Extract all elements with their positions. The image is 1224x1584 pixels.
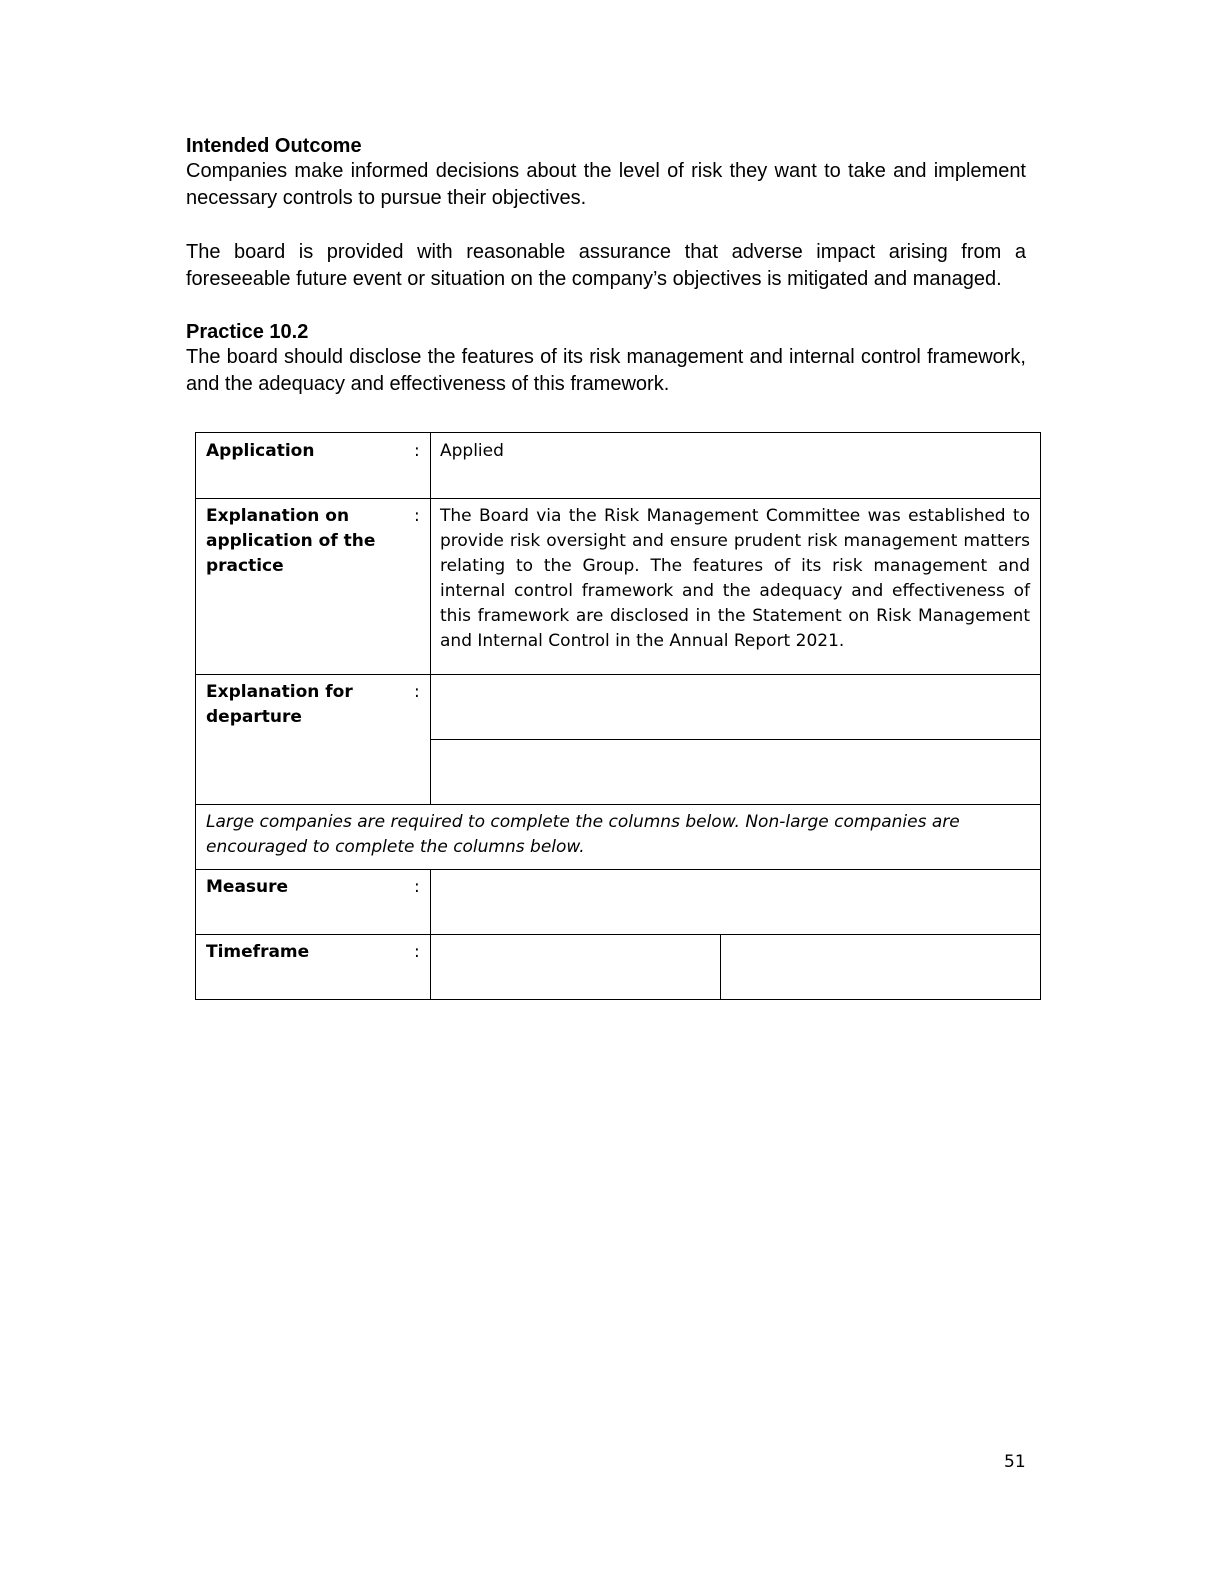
page-number: 51	[1004, 1452, 1026, 1472]
timeframe-row	[196, 934, 1040, 999]
note-row	[196, 804, 1040, 869]
intended-outcome-paragraph-2: The board is provided with reasonable assurance that adverse impact arising from a foreseeable future event or situation on the company’s objectives is mitigated and managed.	[186, 241, 1026, 290]
practice-heading: Practice 10.2	[186, 321, 309, 343]
explanation-application-row	[196, 498, 1040, 674]
application-label: Application	[206, 441, 315, 461]
application-value: Applied	[440, 441, 504, 461]
colon-separator: :	[414, 682, 420, 702]
colon-separator: :	[414, 877, 420, 897]
explanation-departure-label: Explanation for departure	[206, 682, 353, 727]
colon-separator: :	[414, 942, 420, 962]
practice-text: The board should disclose the features of its risk management and internal control framework, and the adequacy and effectiveness of this framework.	[186, 346, 1026, 395]
intended-outcome-paragraph-1: Companies make informed decisions about the level of risk they want to take and implement necessary controls to pursue their objectives.	[186, 160, 1026, 209]
colon-separator: :	[414, 506, 420, 526]
intro-section	[186, 134, 1026, 398]
explanation-application-value: The Board via the Risk Management Committee was established to provide risk oversight and ensure prudent risk management matters relating to the Group. The features of its risk management and internal control framework and the adequacy and effectiveness of this framework are disclosed in the Statement on Risk Management and Internal Control in the Annual Report 2021.	[440, 506, 1030, 651]
colon-separator: :	[414, 441, 420, 461]
intended-outcome-heading: Intended Outcome	[186, 135, 362, 157]
application-row	[196, 433, 1040, 498]
measure-label: Measure	[206, 877, 289, 897]
explanation-application-label: Explanation on application of the practice	[206, 506, 376, 576]
timeframe-label: Timeframe	[206, 942, 310, 962]
large-companies-note: Large companies are required to complete the columns below. Non-large companies are encouraged to complete the columns below.	[206, 812, 960, 857]
measure-row	[196, 869, 1040, 934]
disclosure-form-table	[195, 432, 1041, 1000]
